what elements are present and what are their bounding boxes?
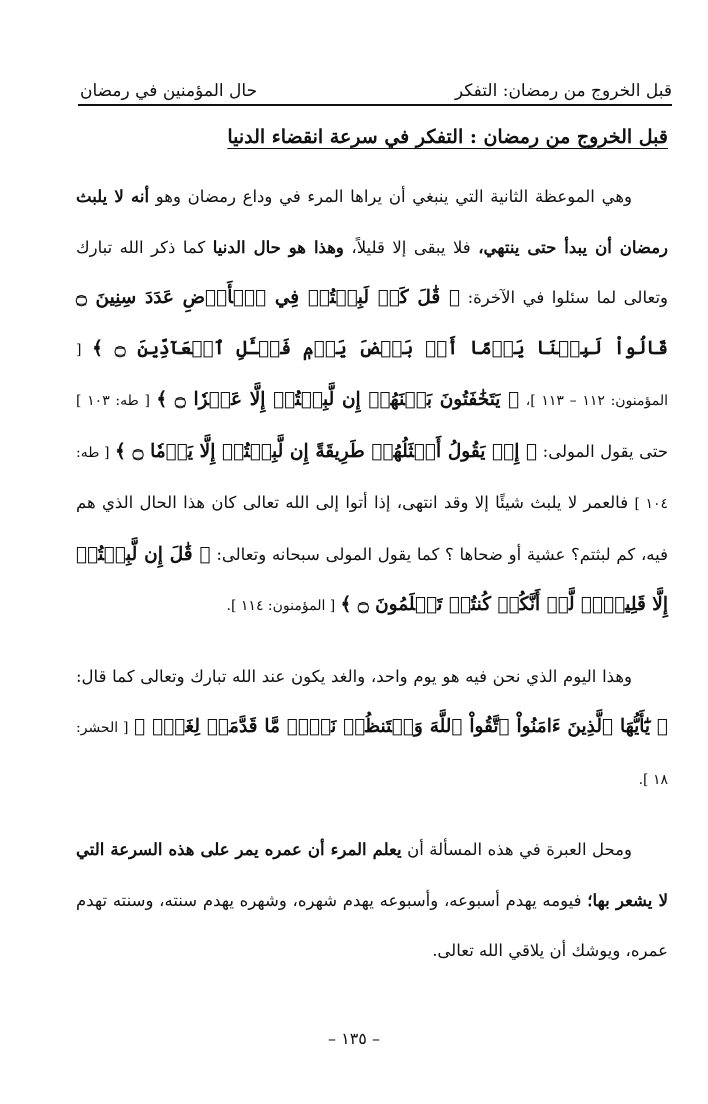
header-rule (78, 104, 672, 106)
p1-text-1: وهي الموعظة الثانية التي ينبغي أن يراها المرء في وداع رمضان وهو (155, 187, 632, 206)
quran-verse: ﴿ قَٰلَ إِن لَّبِثۡتُمۡ إِلَّا قَلِيلٗاۖ لَّوۡ أَنَّكُمۡ كُنتُمۡ تَعۡلَمُونَ ۝ ﴾ (76, 543, 668, 615)
paragraph-3 (76, 825, 668, 977)
verse-reference: [ طه: ١٠٣ ] (76, 393, 150, 409)
p1-text-4: حتى يقول المولى: (542, 441, 669, 461)
quran-verse: ﴿ قَٰلَ كَمۡ لَبِثۡتُمۡ فِي ٱلۡأَرۡضِ عَدَدَ سِنِينَ ۝ قَالُواْ لَبِثۡنَا يَوۡمًا أَوۡ بَعۡضَ يَوۡمٖ فَسۡـَٔلِ ٱلۡعَآدِّينَ ۝ ﴾ (76, 287, 669, 359)
p1-text-2: فلا يبقى إلا قليلاً، (351, 237, 471, 257)
quran-verse: ﴿ يَتَخَٰفَتُونَ بَيۡنَهُمۡ إِن لَّبِثۡتُمۡ إِلَّا عَشۡرٗا ۝ ﴾ (156, 389, 520, 410)
verse-reference: [ المؤمنون: ١١٢ – ١١٣ ]، (76, 341, 669, 409)
header-book-title: حال المؤمنين في رمضان (80, 81, 258, 101)
quran-verse: ﴿ إِذۡ يَقُولُ أَمۡثَلُهُمۡ طَرِيقَةً إِن لَّبِثۡتُمۡ إِلَّا يَوۡمٗا ۝ ﴾ (115, 440, 538, 462)
verse-reference: [ طه: ١٠٤ ] (76, 444, 668, 512)
paragraph-1 (76, 172, 668, 632)
body-text (76, 172, 668, 977)
running-header (80, 74, 672, 100)
p3-text-2: فيومه يهدم أسبوعه، وأسبوعه يهدم شهره، وشهره يهدم سنته، وسنته تهدم عمره، ويوشك أن يلاقي الله تعالى. (76, 890, 668, 960)
page-number: – ١٣٥ – (328, 1029, 380, 1048)
quran-verse: ﴿ يَٰٓأَيُّهَا ٱلَّذِينَ ءَامَنُواْ ٱتَّقُواْ ٱللَّهَ وَلۡتَنظُرۡ نَفۡسٞ مَّا قَدَّمَتۡ لِغَدٖۖ ﴾ (134, 716, 669, 737)
p2-text-1: وهذا اليوم الذي نحن فيه هو يوم واحد، والغد يكون عند الله تبارك وتعالى كما قال: (76, 666, 632, 686)
p1-text-3: كما ذكر الله تبارك وتعالى لما سئلوا في الآخرة: (76, 237, 669, 307)
p1-bold-1: أنه لا يلبث رمضان أن يبدأ حتى ينتهي، (76, 187, 669, 257)
p3-bold-1: يعلم المرء أن عمره يمر على هذه السرعة التي لا يشعر بها؛ (76, 840, 669, 910)
p3-text-1: ومحل العبرة في هذه المسألة أن (407, 840, 632, 859)
section-heading: قبل الخروج من رمضان : التفكر في سرعة انقضاء الدنيا (227, 126, 668, 148)
p1-bold-2: وهذا هو حال الدنيا (212, 237, 344, 257)
verse-reference: [ الحشر: ١٨ ]. (76, 720, 668, 788)
paragraph-2 (76, 652, 668, 806)
verse-reference: [ المؤمنون: ١١٤ ]. (226, 598, 336, 614)
p1-text-5: فالعمر لا يلبث شيئًا إلا وقد انتهى، إذا أتوا إلى الله تعالى كان هذا الحال الذي هم فيه، كم لبثتم؟ عشية أو ضحاها ؟ كما يقول المولى سبحانه وتعالى: (76, 493, 669, 564)
header-chapter-title: قبل الخروج من رمضان: التفكر (454, 81, 672, 101)
